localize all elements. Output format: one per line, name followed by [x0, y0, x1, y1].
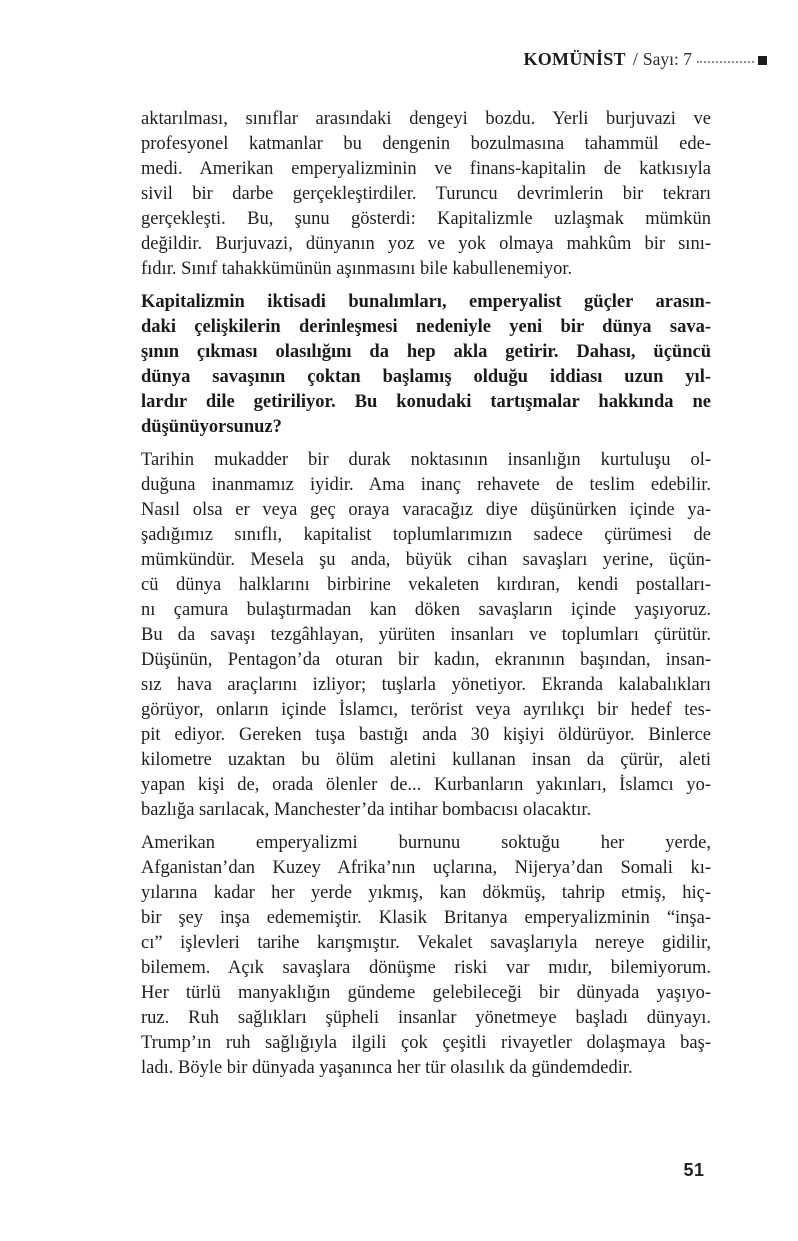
text-line: yapan kişi de, orada ölenler de... Kurbanların yakınları, İslamcı yo- [141, 775, 711, 795]
text-line: görüyor, onların içinde İslamcı, terörist veya ayrılıkçı bir hedef tes- [141, 700, 711, 720]
text-line: profesyonel katmanlar bu dengenin bozulmasına tahammül ede- [141, 134, 711, 154]
text-line: şının çıkması olasılığını da hep akla getirir. Dahası, üçüncü [141, 342, 711, 362]
text-line: Bu da savaşı tezgâhlayan, yürüten insanları ve toplumları çürütür. [141, 625, 711, 645]
text-line: ruz. Ruh sağlıkları şüpheli insanlar yönetmeye başladı dünyayı. [141, 1008, 711, 1028]
corner-square-marker [758, 56, 767, 65]
text-line: medi. Amerikan emperyalizminin ve finans-kapitalin de katkısıyla [141, 159, 711, 179]
body-paragraph [141, 831, 711, 1081]
text-line: mümkündür. Mesela şu anda, büyük cihan savaşları yerine, üçün- [141, 550, 711, 570]
text-line: şadığımız sınıflı, kapitalist toplumlarımızın sadece çürümesi de [141, 525, 711, 545]
text-line: Kapitalizmin iktisadi bunalımları, emperyalist güçler arasın- [141, 292, 711, 312]
text-line: düşünüyorsunuz? [141, 417, 282, 437]
text-line: değildir. Burjuvazi, dünyanın yoz ve yok olmaya mahkûm bir sını- [141, 234, 711, 254]
issue-label: Sayı: 7 [642, 49, 692, 69]
text-line: lardır dile getiriliyor. Bu konudaki tartışmalar hakkında ne [141, 392, 711, 412]
text-line: dünya savaşının çoktan başlamış olduğu iddiası uzun yıl- [141, 367, 711, 387]
text-line: pit ediyor. Gereken tuşa bastığı anda 30 kişiyi öldürüyor. Binlerce [141, 725, 711, 745]
dotted-leader [697, 61, 754, 63]
text-line: duğuna inanmamız iyidir. Ama inanç rehavete de teslim edebilir. [141, 475, 711, 495]
text-line: fıdır. Sınıf tahakkümünün aşınmasını bile kabullenemiyor. [141, 259, 573, 279]
text-line: bir şey inşa edememiştir. Klasik Britanya emperyalizminin “inşa- [141, 908, 711, 928]
text-line: sivil bir darbe gerçekleştirdiler. Turuncu devrimlerin bir tekrarı [141, 184, 711, 204]
text-line: cı” işlevleri tarihe karışmıştır. Vekalet savaşlarıyla nereye gidilir, [141, 933, 711, 953]
text-line: Afganistan’dan Kuzey Afrika’nın uçlarına, Nijerya’dan Somali kı- [141, 858, 711, 878]
body-paragraph [141, 448, 711, 823]
text-line: sız hava araçlarını izliyor; tuşlarla yönetiyor. Ekranda kalabalıkları [141, 675, 711, 695]
text-line: Tarihin mukadder bir durak noktasının insanlığın kurtuluşu ol- [141, 450, 711, 470]
body-paragraph [141, 107, 711, 282]
text-line: aktarılması, sınıflar arasındaki dengeyi bozdu. Yerli burjuvazi ve [141, 109, 711, 129]
text-line: Her türlü manyaklığın gündeme gelebileceği bir dünyada yaşıyo- [141, 983, 711, 1003]
text-line: bilemem. Açık savaşlara dönüşme riski var mıdır, bilemiyorum. [141, 958, 711, 978]
text-line: Nasıl olsa er veya geç oraya varacağız diye düşünürken içinde ya- [141, 500, 711, 520]
text-line: ladı. Böyle bir dünyada yaşanınca her tür olasılık da gündemdedir. [141, 1058, 633, 1078]
text-line: Trump’ın ruh sağlığıyla ilgili çok çeşitli rivayetler dolaşmaya baş- [141, 1033, 711, 1053]
article-body [141, 107, 711, 1089]
text-line: bazlığa sarılacak, Manchester’da intihar bombacısı olacaktır. [141, 800, 592, 820]
text-line: nı çamura bulaştırmadan kan döken savaşların içinde yaşıyoruz. [141, 600, 711, 620]
page-number: 51 [683, 1160, 705, 1180]
text-line: yılarına kadar her yerde yıkmış, kan dökmüş, tahrip etmiş, hiç- [141, 883, 711, 903]
journal-title: KOMÜNİST [523, 49, 626, 69]
text-line: daki çelişkilerin derinleşmesi nedeniyle yeni bir dünya sava- [141, 317, 711, 337]
text-line: Düşünün, Pentagon’da oturan bir kadın, ekranının başından, insan- [141, 650, 711, 670]
slash-separator: / [632, 49, 638, 69]
text-line: gerçekleşti. Bu, şunu gösterdi: Kapitalizmle uzlaşmak mümkün [141, 209, 711, 229]
text-line: cü dünya halklarını birbirine vekaleten kırdıran, kendi postalları- [141, 575, 711, 595]
question-paragraph [141, 290, 711, 440]
page-header [523, 49, 767, 70]
text-line: kilometre uzaktan bu ölüm aletini kullanan insan da çürür, aleti [141, 750, 711, 770]
text-line: Amerikan emperyalizmi burnunu soktuğu her yerde, [141, 833, 711, 853]
